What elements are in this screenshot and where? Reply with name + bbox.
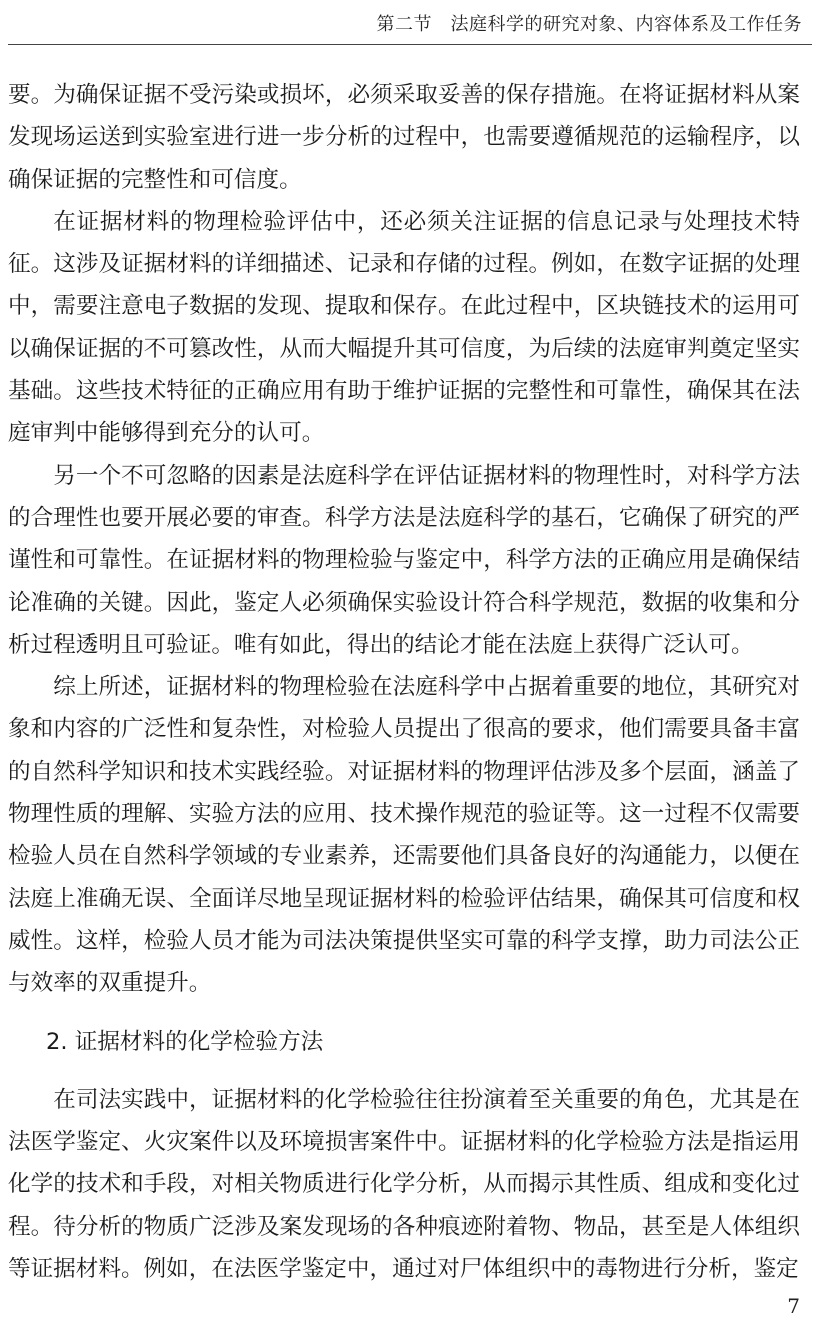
paragraph: 另一个不可忽略的因素是法庭科学在评估证据材料的物理性时，对科学方法的合理性也要开展必要的审查。科学方法是法庭科学的基石，它确保了研究的严谨性和可靠性。在证据材料的物理检验与鉴定中，科学方法的正确应用是确保结论准确的关键。因此，鉴定人必须确保实验设计符合科学规范，数据的收集和分析过程透明且可验证。唯有如此，得出的结论才能在法庭上获得广泛认可。 (8, 462, 800, 658)
page-number: 7 (787, 1294, 800, 1318)
header-divider (8, 44, 812, 45)
section-heading: 2. 证据材料的化学检验方法 (46, 1028, 324, 1055)
paragraph: 在证据材料的物理检验评估中，还必须关注证据的信息记录与处理技术特征。这涉及证据材料的详细描述、记录和存储的过程。例如，在数字证据的处理中，需要注意电子数据的发现、提取和保存。在此过程中，区块链技术的运用可以确保证据的不可篡改性，从而大幅提升其可信度，为后续的法庭审判奠定坚实基础。这些技术特征的正确应用有助于维护证据的完整性和可靠性，确保其在法庭审判中能够得到充分的认可。 (8, 208, 800, 447)
paragraph-continuation: 要。为确保证据不受污染或损坏，必须采取妥善的保存措施。在将证据材料从案发现场运送到实验室进行进一步分析的过程中，也需要遵循规范的运输程序，以确保证据的完整性和可信度。 (8, 82, 800, 193)
paragraph: 在司法实践中，证据材料的化学检验往往扮演着至关重要的角色，尤其是在法医学鉴定、火灾案件以及环境损害案件中。证据材料的化学检验方法是指运用化学的技术和手段，对相关物质进行化学分析，从而揭示其性质、组成和变化过程。待分析的物质广泛涉及案发现场的各种痕迹附着物、物品，甚至是人体组织等证据材料。例如，在法医学鉴定中，通过对尸体组织中的毒物进行分析，鉴定 (8, 1086, 800, 1283)
running-header: 第二节 法庭科学的研究对象、内容体系及工作任务 (376, 14, 802, 35)
page-body (8, 74, 800, 1290)
paragraph: 综上所述，证据材料的物理检验在法庭科学中占据着重要的地位，其研究对象和内容的广泛性和复杂性，对检验人员提出了很高的要求，他们需要具备丰富的自然科学知识和技术实践经验。对证据材料的物理评估涉及多个层面，涵盖了物理性质的理解、实验方法的应用、技术操作规范的验证等。这一过程不仅需要检验人员在自然科学领域的专业素养，还需要他们具备良好的沟通能力，以便在法庭上准确无误、全面详尽地呈现证据材料的检验评估结果，确保其可信度和权威性。这样，检验人员才能为司法决策提供坚实可靠的科学支撑，助力司法公正与效率的双重提升。 (8, 674, 800, 997)
